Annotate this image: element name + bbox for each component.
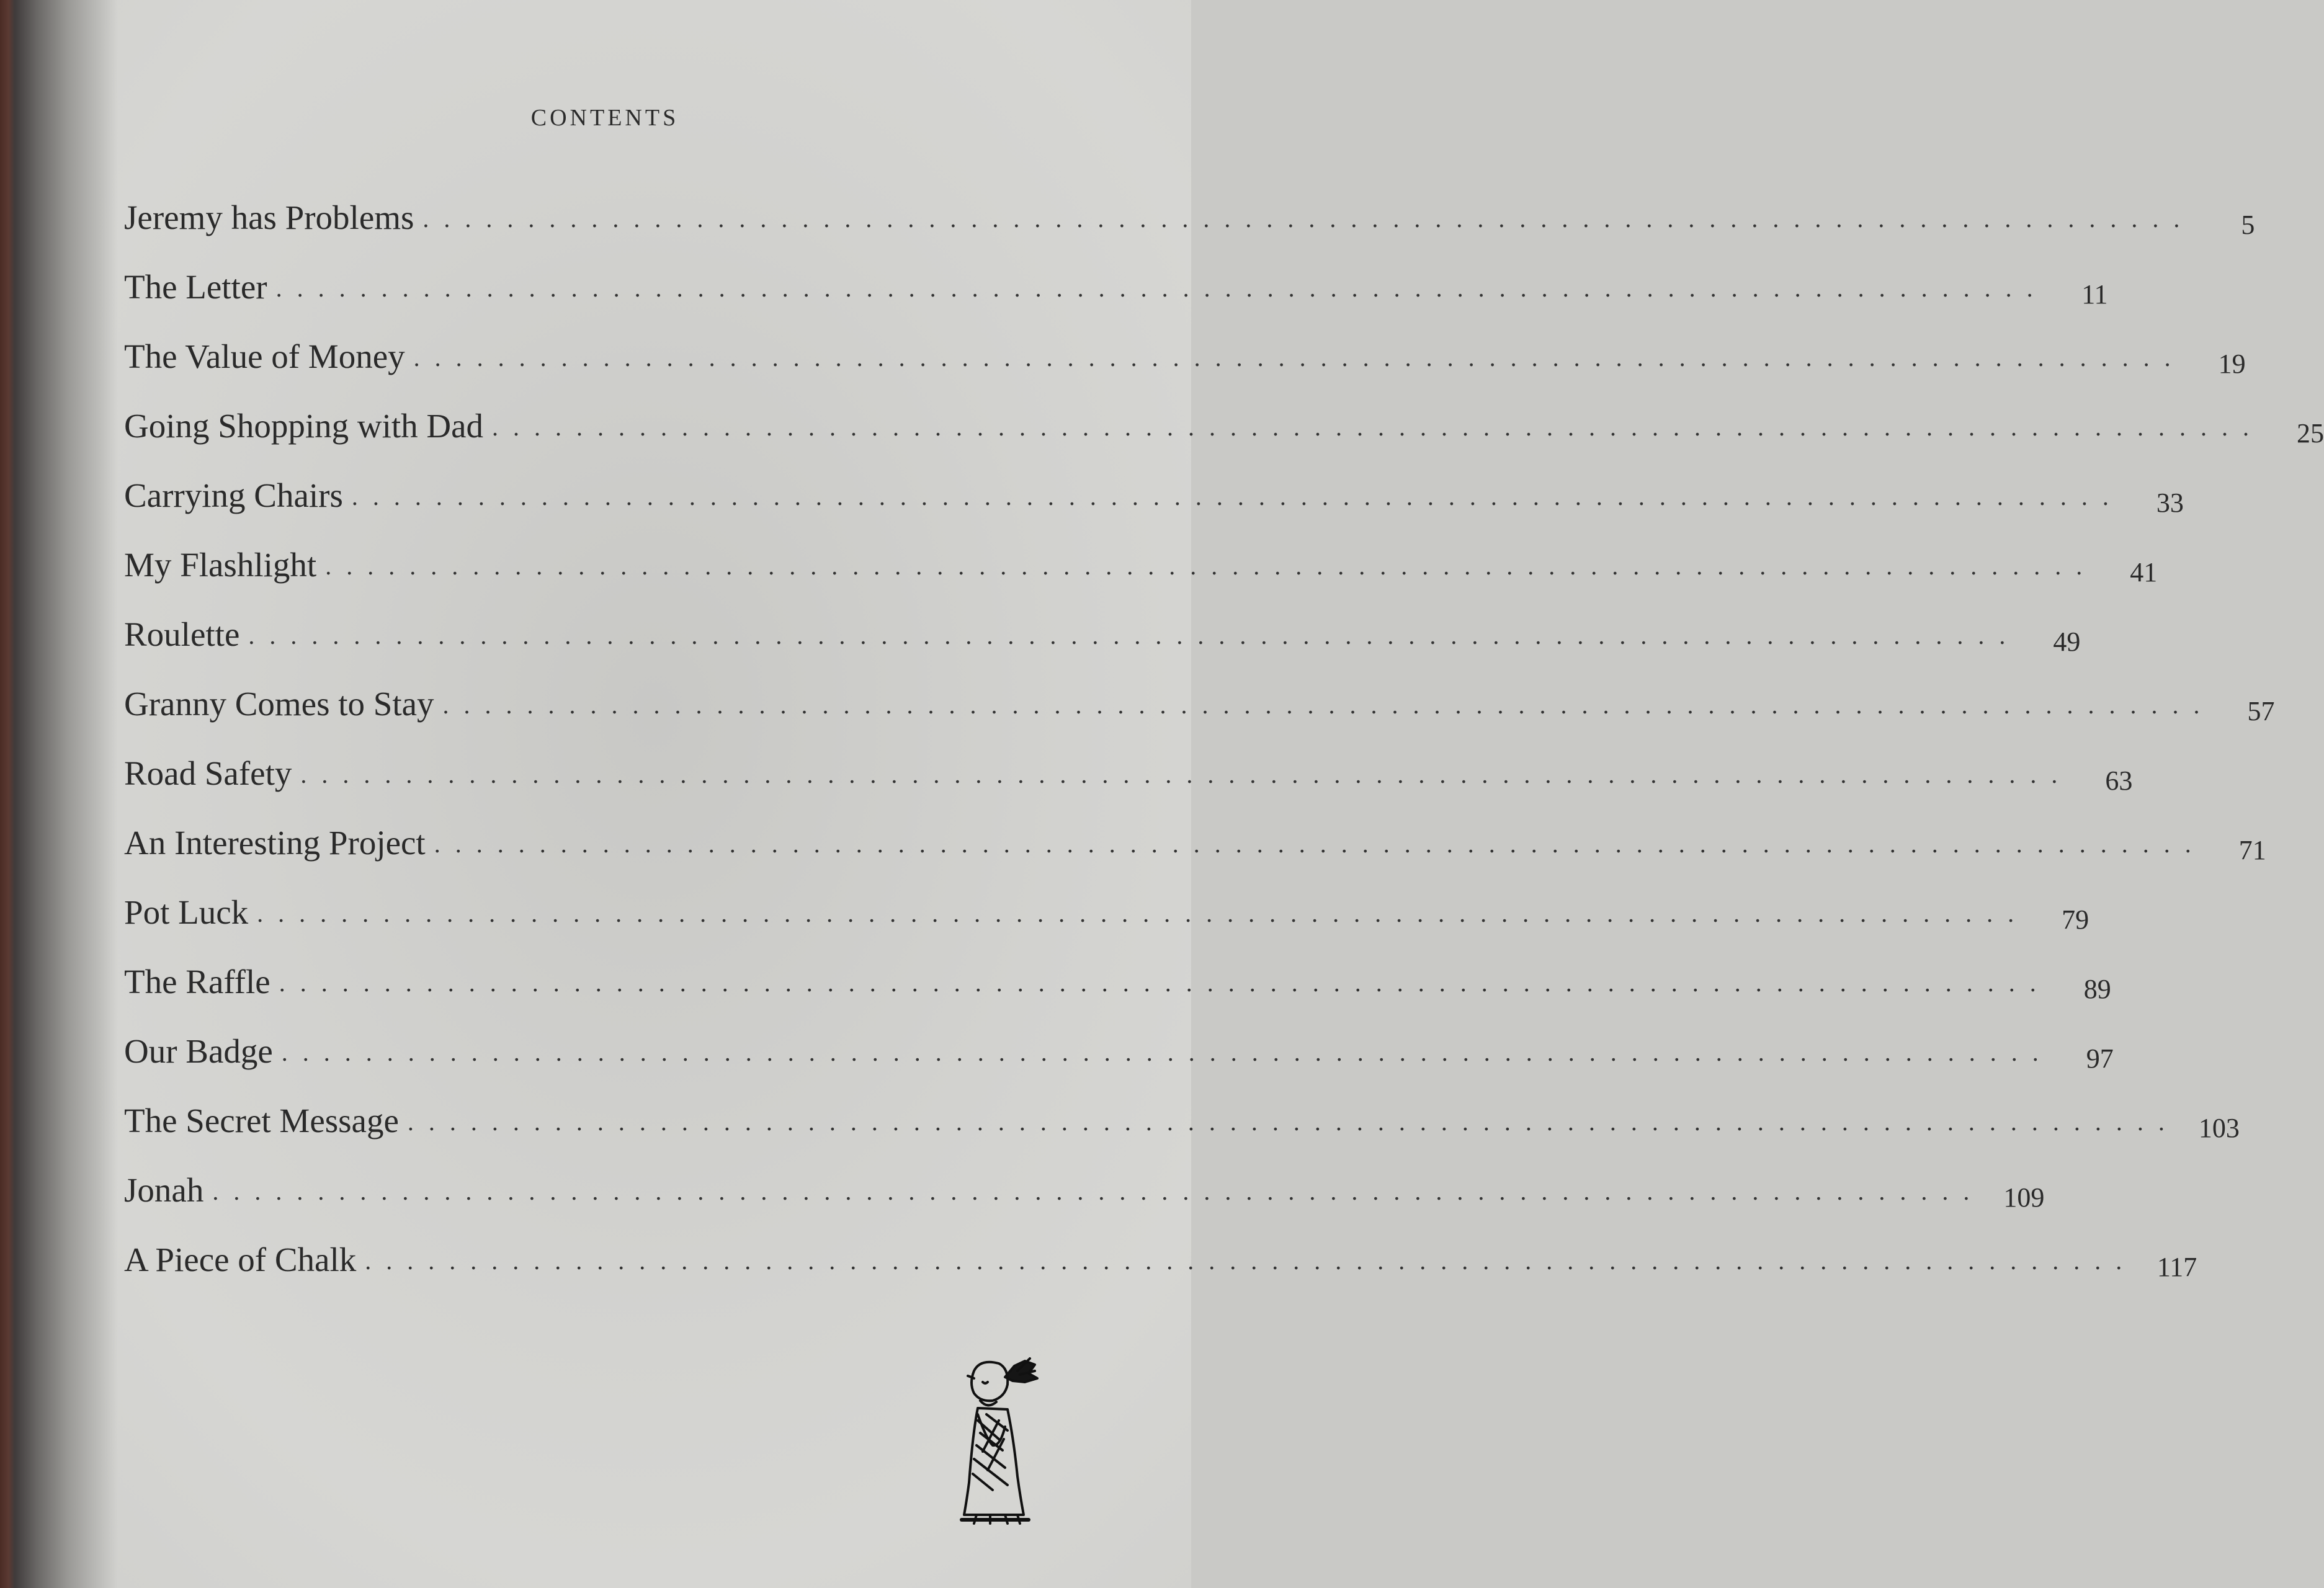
toc-entry-page: 117 [2156, 1252, 2197, 1282]
toc-entry [124, 376, 2324, 448]
toc-entry-title: The Secret Message [124, 1102, 399, 1140]
toc-entry-title: Jonah [124, 1171, 204, 1209]
dot-leader: . . . . . . . . . . . . . . . . . . . . . . . . . . . . . . . . . . . . . . . . . . . . . . . . . . . . . . . . . . . . . . . . . . . . . . . . . . . . . . . . . . . . [279, 969, 2040, 997]
dot-leader: . . . . . . . . . . . . . . . . . . . . . . . . . . . . . . . . . . . . . . . . . . . . . . . . . . . . . . . . . . . . . . . . . . . . . . . . . . . . . . . . . . . . [300, 761, 2062, 788]
toc-entry [124, 654, 2275, 726]
toc-entry-title: My Flashlight [124, 546, 317, 584]
toc-entry [124, 1140, 2045, 1213]
toc-entry-page: 89 [2083, 974, 2111, 1004]
toc-entry-page: 25 [2297, 418, 2324, 448]
toc-entry-page: 49 [2053, 627, 2081, 657]
dot-leader: . . . . . . . . . . . . . . . . . . . . . . . . . . . . . . . . . . . . . . . . . . . . . . . . . . . . . . . . . . . . . . . . . . . . . . . . . . . . . . . . . . . . [351, 483, 2113, 511]
contents-heading: CONTENTS [530, 105, 679, 131]
dot-leader: . . . . . . . . . . . . . . . . . . . . . . . . . . . . . . . . . . . . . . . . . . . . . . . . . . . . . . . . . . . . . . . . . . . . . . . . . . . . . . . . . . . . [442, 691, 2204, 719]
toc-entry-title: Going Shopping with Dad [124, 407, 484, 445]
dot-leader: . . . . . . . . . . . . . . . . . . . . . . . . . . . . . . . . . . . . . . . . . . . . . . . . . . . . . . . . . . . . . . . . . . . . . . . . . . . . . . . . . . . . [212, 1177, 1974, 1205]
toc-entry [124, 932, 2111, 1004]
toc-entry [124, 306, 2246, 379]
toc-entry-title: The Raffle [124, 963, 270, 1001]
toc-entry [124, 445, 2184, 518]
dot-leader: . . . . . . . . . . . . . . . . . . . . . . . . . . . . . . . . . . . . . . . . . . . . . . . . . . . . . . . . . . . . . . . . . . . . . . . . . . . . . . . . . . . . [365, 1247, 2127, 1275]
toc-entry [124, 1071, 2240, 1143]
book-spine-shadow [0, 0, 118, 1588]
toc-entry [124, 1001, 2114, 1074]
toc-entry [124, 793, 2266, 865]
toc-entry-title: Road Safety [124, 754, 292, 792]
toc-entry-title: Carrying Chairs [124, 476, 343, 514]
toc-entry-page: 103 [2198, 1113, 2240, 1143]
toc-entry-title: The Value of Money [124, 337, 405, 375]
toc-entry-page: 109 [2003, 1182, 2045, 1213]
dot-leader: . . . . . . . . . . . . . . . . . . . . . . . . . . . . . . . . . . . . . . . . . . . . . . . . . . . . . . . . . . . . . . . . . . . . . . . . . . . . . . . . . . . . [413, 344, 2175, 372]
toc-entry [124, 237, 2108, 310]
toc-entry-page: 63 [2105, 765, 2133, 796]
toc-entry-page: 79 [2062, 904, 2089, 935]
toc-entry-title: Roulette [124, 615, 240, 653]
toc-entry-title: Granny Comes to Stay [124, 685, 434, 723]
toc-entry-page: 19 [2218, 349, 2246, 379]
girl-with-hair-bow-illustration [955, 1352, 1048, 1526]
dot-leader: . . . . . . . . . . . . . . . . . . . . . . . . . . . . . . . . . . . . . . . . . . . . . . . . . . . . . . . . . . . . . . . . . . . . . . . . . . . . . . . . . . . . [422, 205, 2184, 233]
toc-entry-page: 57 [2247, 696, 2275, 726]
toc-entry-page: 41 [2130, 557, 2158, 587]
toc-entry-page: 33 [2156, 488, 2184, 518]
toc-entry-page: 5 [2241, 210, 2255, 240]
dot-leader: . . . . . . . . . . . . . . . . . . . . . . . . . . . . . . . . . . . . . . . . . . . . . . . . . . . . . . . . . . . . . . . . . . . . . . . . . . . . . . . . . . . . [325, 552, 2087, 580]
toc-entry-title: Jeremy has Problems [124, 198, 414, 236]
toc-entry-title: Our Badge [124, 1032, 273, 1070]
toc-entry-page: 11 [2081, 279, 2108, 310]
toc-entry-page: 71 [2238, 835, 2266, 865]
table-of-contents [124, 167, 2324, 1282]
toc-entry-title: The Letter [124, 268, 267, 306]
toc-entry [124, 584, 2081, 657]
dot-leader: . . . . . . . . . . . . . . . . . . . . . . . . . . . . . . . . . . . . . . . . . . . . . . . . . . . . . . . . . . . . . . . . . . . . . . . . . . . . . . . . . . . . [248, 622, 2010, 649]
toc-entry [124, 167, 2255, 240]
dot-leader: . . . . . . . . . . . . . . . . . . . . . . . . . . . . . . . . . . . . . . . . . . . . . . . . . . . . . . . . . . . . . . . . . . . . . . . . . . . . . . . . . . . . [407, 1108, 2169, 1136]
toc-entry [124, 1210, 2197, 1282]
toc-entry [124, 515, 2158, 587]
toc-entry [124, 862, 2089, 935]
dot-leader: . . . . . . . . . . . . . . . . . . . . . . . . . . . . . . . . . . . . . . . . . . . . . . . . . . . . . . . . . . . . . . . . . . . . . . . . . . . . . . . . . . . . [257, 899, 2019, 927]
dot-leader: . . . . . . . . . . . . . . . . . . . . . . . . . . . . . . . . . . . . . . . . . . . . . . . . . . . . . . . . . . . . . . . . . . . . . . . . . . . . . . . . . . . . [281, 1038, 2043, 1066]
toc-entry-title: An Interesting Project [124, 824, 426, 862]
toc-entry-title: Pot Luck [124, 893, 249, 931]
toc-entry [124, 723, 2133, 796]
dot-leader: . . . . . . . . . . . . . . . . . . . . . . . . . . . . . . . . . . . . . . . . . . . . . . . . . . . . . . . . . . . . . . . . . . . . . . . . . . . . . . . . . . . . [275, 274, 2037, 302]
toc-entry-title: A Piece of Chalk [124, 1241, 357, 1278]
toc-entry-page: 97 [2086, 1043, 2114, 1074]
dot-leader: . . . . . . . . . . . . . . . . . . . . . . . . . . . . . . . . . . . . . . . . . . . . . . . . . . . . . . . . . . . . . . . . . . . . . . . . . . . . . . . . . . . . [492, 413, 2254, 441]
dot-leader: . . . . . . . . . . . . . . . . . . . . . . . . . . . . . . . . . . . . . . . . . . . . . . . . . . . . . . . . . . . . . . . . . . . . . . . . . . . . . . . . . . . . [434, 830, 2196, 858]
